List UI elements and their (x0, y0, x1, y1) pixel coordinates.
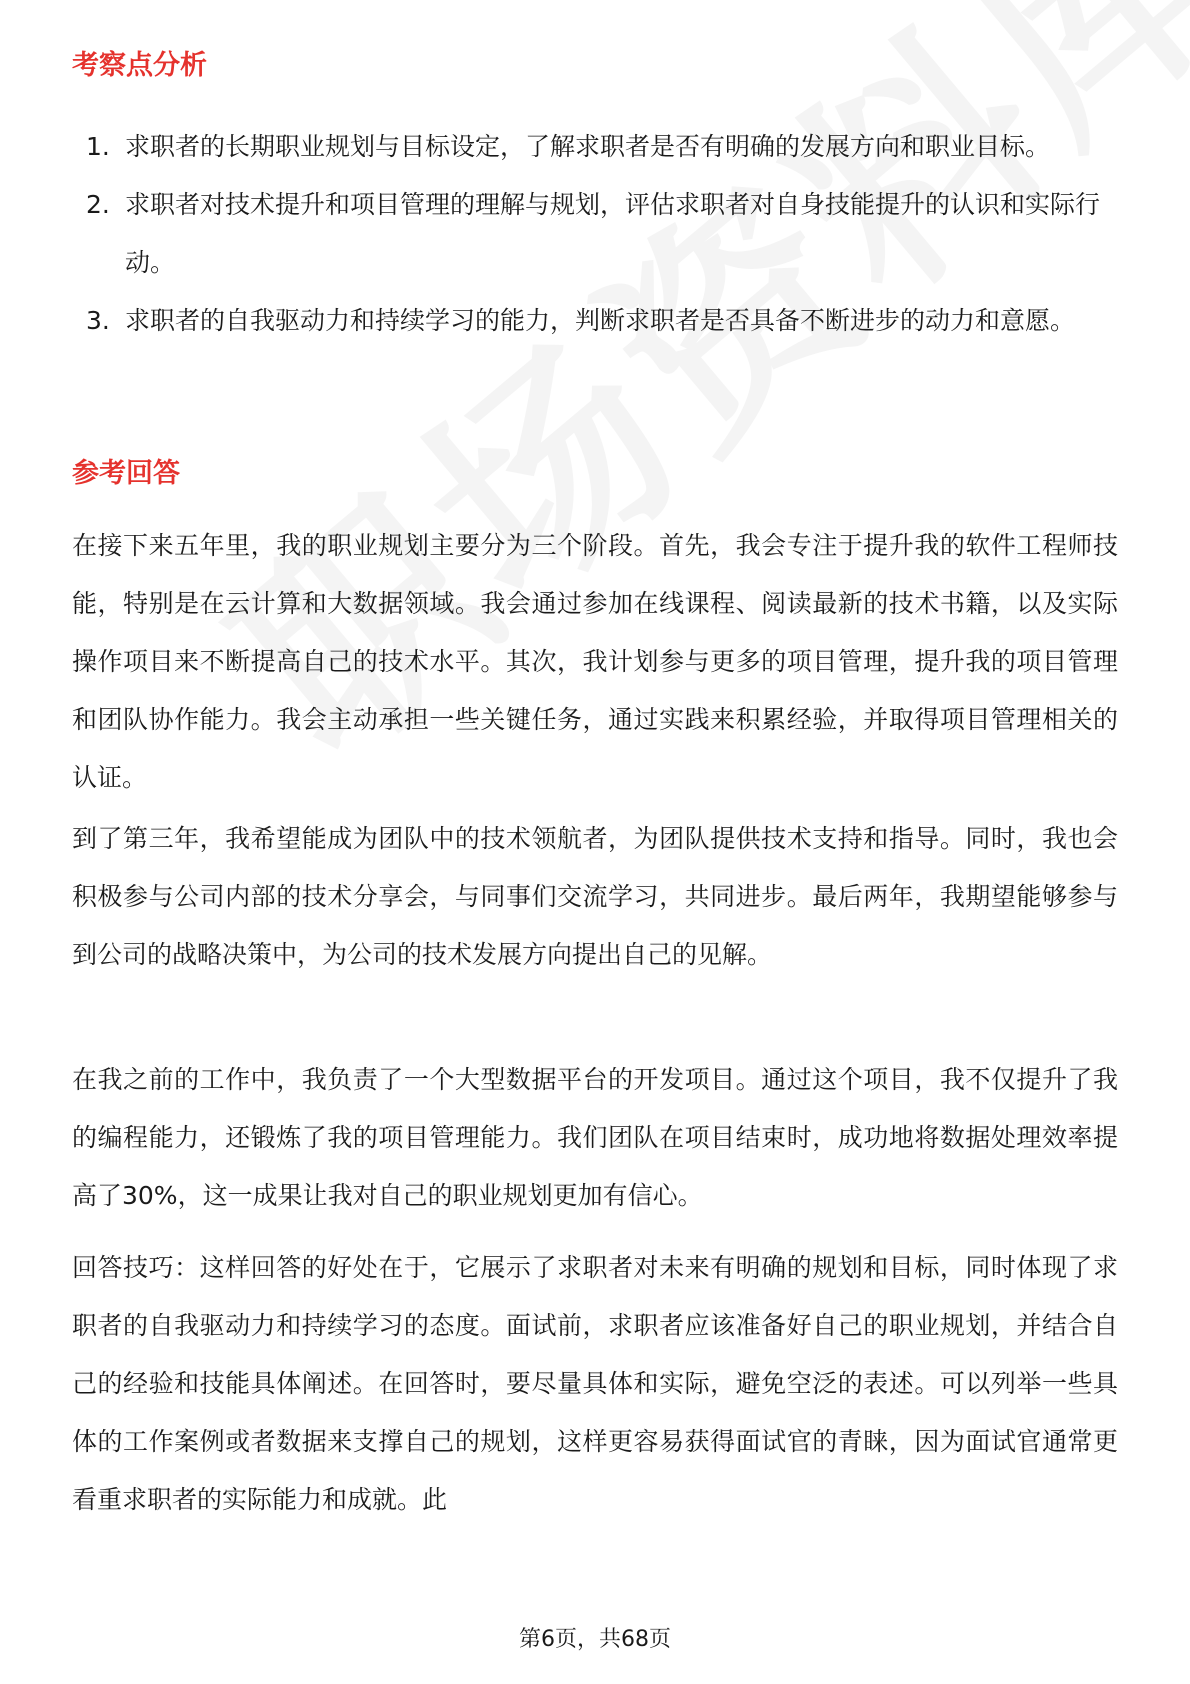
list-number: 3. (86, 306, 110, 335)
list-number: 1. (86, 132, 110, 161)
list-text: 求职者的自我驱动力和持续学习的能力，判断求职者是否具备不断进步的动力和意愿。 (125, 306, 1076, 335)
list-number: 2. (86, 190, 110, 219)
list-item (72, 118, 1118, 176)
list-text: 求职者的长期职业规划与目标设定，了解求职者是否有明确的发展方向和职业目标。 (125, 132, 1051, 161)
answer-paragraph: 在我之前的工作中，我负责了一个大型数据平台的开发项目。通过这个项目，我不仅提升了我的编程能力，还锻炼了我的项目管理能力。我们团队在项目结束时，成功地将数据处理效率提高了30%，这一成果让我对自己的职业规划更加有信心。 (72, 1065, 1118, 1210)
section-title-answer: 参考回答 (72, 458, 180, 489)
document-page (72, 0, 1118, 1684)
list-text: 求职者对技术提升和项目管理的理解与规划，评估求职者对自身技能提升的认识和实际行动。 (125, 190, 1101, 277)
page-number: 第6页，共68页 (519, 1627, 671, 1652)
answer-paragraph: 到了第三年，我希望能成为团队中的技术领航者，为团队提供技术支持和指导。同时，我也会积极参与公司内部的技术分享会，与同事们交流学习，共同进步。最后两年，我期望能够参与到公司的战略决策中，为公司的技术发展方向提出自己的见解。 (72, 824, 1118, 969)
analysis-list (72, 118, 1118, 350)
answer-paragraph: 在接下来五年里，我的职业规划主要分为三个阶段。首先，我会专注于提升我的软件工程师技能，特别是在云计算和大数据领域。我会通过参加在线课程、阅读最新的技术书籍，以及实际操作项目来不断提高自己的技术水平。其次，我计划参与更多的项目管理，提升我的项目管理和团队协作能力。我会主动承担一些关键任务，通过实践来积累经验，并取得项目管理相关的认证。 (72, 531, 1118, 792)
list-item (72, 176, 1118, 292)
section-title-analysis: 考察点分析 (72, 50, 207, 81)
list-item (72, 292, 1118, 350)
answer-tips-paragraph: 回答技巧：这样回答的好处在于，它展示了求职者对未来有明确的规划和目标，同时体现了求职者的自我驱动力和持续学习的态度。面试前，求职者应该准备好自己的职业规划，并结合自己的经验和技能具体阐述。在回答时，要尽量具体和实际，避免空泛的表述。可以列举一些具体的工作案例或者数据来支撑自己的规划，这样更容易获得面试官的青睐，因为面试官通常更看重求职者的实际能力和成就。此 (72, 1253, 1118, 1514)
